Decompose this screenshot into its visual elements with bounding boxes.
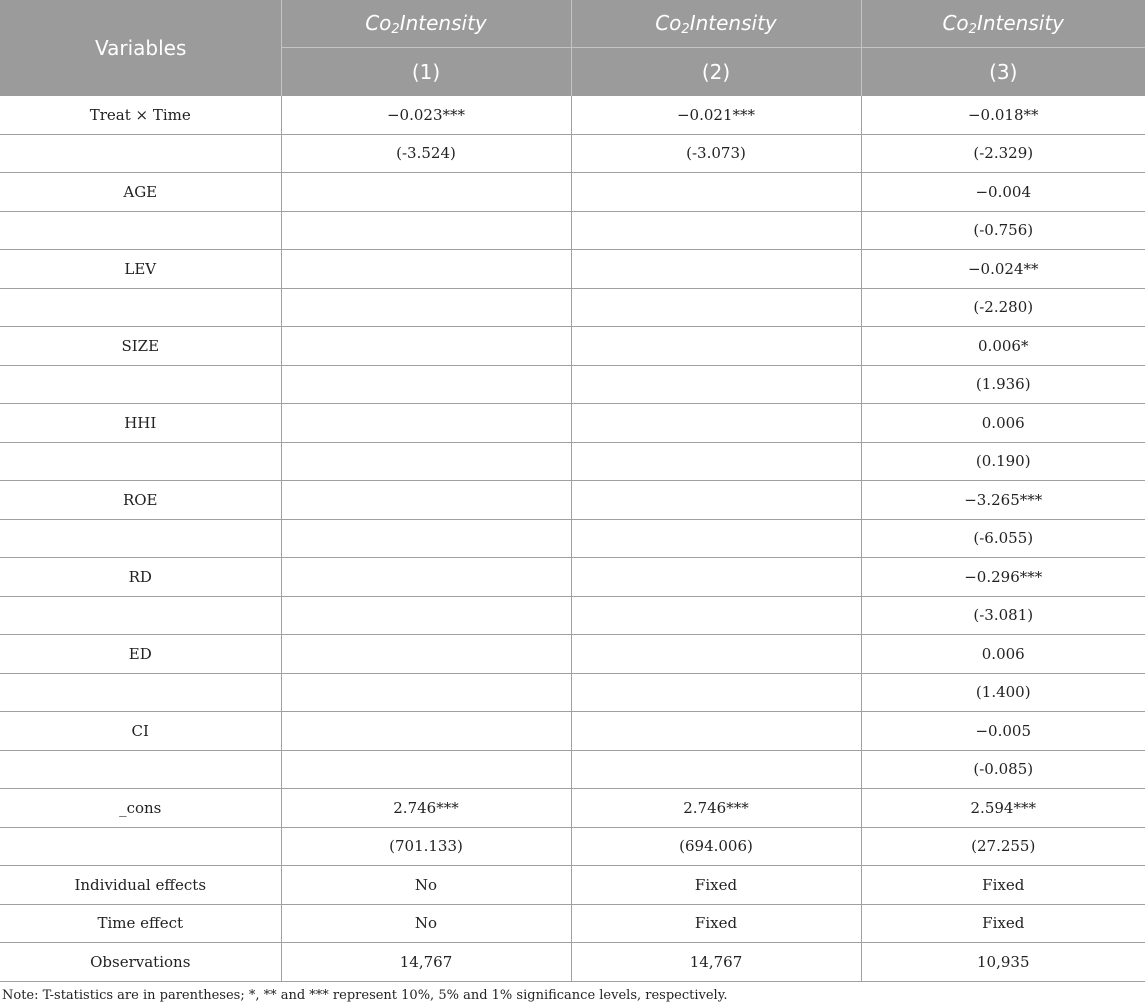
variable-cell: Individual effects — [0, 866, 281, 905]
model-3-cell: −0.024** — [861, 250, 1145, 289]
variable-cell — [0, 827, 281, 866]
model-2-cell: Fixed — [571, 904, 861, 943]
table-row — [0, 365, 1145, 404]
variable-cell: SIZE — [0, 327, 281, 366]
model-1-cell — [281, 211, 571, 250]
model-3-cell: (-2.329) — [861, 134, 1145, 173]
dep-var-main: Co — [942, 10, 969, 35]
table-row — [0, 673, 1145, 712]
model-1-cell — [281, 750, 571, 789]
model-2-cell — [571, 365, 861, 404]
model-1-cell — [281, 250, 571, 289]
dep-var-main: Co — [365, 10, 392, 35]
dep-var-rest: Intensity — [399, 10, 487, 35]
variable-cell: Treat × Time — [0, 96, 281, 134]
table-row — [0, 519, 1145, 558]
variable-cell — [0, 673, 281, 712]
model-1-cell — [281, 288, 571, 327]
model-1-cell: No — [281, 904, 571, 943]
table-row — [0, 442, 1145, 481]
model-1-cell: 14,767 — [281, 943, 571, 982]
model-3-cell: −0.018** — [861, 96, 1145, 134]
column-header-3 — [861, 0, 1145, 48]
model-3-cell: −3.265*** — [861, 481, 1145, 520]
model-1-cell — [281, 519, 571, 558]
dep-var-subscript: 2 — [968, 21, 977, 37]
model-1-cell — [281, 596, 571, 635]
model-number-1: (1) — [281, 48, 571, 97]
variable-cell: HHI — [0, 404, 281, 443]
model-3-cell: −0.004 — [861, 173, 1145, 212]
model-1-cell — [281, 712, 571, 751]
model-3-cell: (-0.756) — [861, 211, 1145, 250]
model-number-2: (2) — [571, 48, 861, 97]
variable-cell — [0, 750, 281, 789]
model-1-cell: −0.023*** — [281, 96, 571, 134]
model-1-cell: No — [281, 866, 571, 905]
table-header — [0, 0, 1145, 96]
dep-var-subscript: 2 — [681, 21, 690, 37]
model-1-cell — [281, 365, 571, 404]
model-1-cell: 2.746*** — [281, 789, 571, 828]
model-1-cell: (-3.524) — [281, 134, 571, 173]
variable-cell — [0, 519, 281, 558]
model-3-cell: (1.936) — [861, 365, 1145, 404]
model-1-cell — [281, 327, 571, 366]
model-2-cell — [571, 327, 861, 366]
model-1-cell: (701.133) — [281, 827, 571, 866]
dep-var-main: Co — [655, 10, 682, 35]
model-3-cell: (-0.085) — [861, 750, 1145, 789]
variable-cell: CI — [0, 712, 281, 751]
variable-cell: _cons — [0, 789, 281, 828]
model-number-3: (3) — [861, 48, 1145, 97]
model-2-cell: 2.746*** — [571, 789, 861, 828]
dep-var-rest: Intensity — [689, 10, 777, 35]
variables-header: Variables — [0, 0, 281, 96]
table-row — [0, 866, 1145, 905]
table-row — [0, 750, 1145, 789]
model-3-cell: 0.006* — [861, 327, 1145, 366]
model-1-cell — [281, 173, 571, 212]
model-2-cell: (-3.073) — [571, 134, 861, 173]
variable-cell: RD — [0, 558, 281, 597]
table-row — [0, 904, 1145, 943]
dep-var-subscript: 2 — [391, 21, 400, 37]
variable-cell: AGE — [0, 173, 281, 212]
model-3-cell: 10,935 — [861, 943, 1145, 982]
model-2-cell: Fixed — [571, 866, 861, 905]
table-row — [0, 250, 1145, 289]
table-row — [0, 327, 1145, 366]
table-row — [0, 596, 1145, 635]
table-row — [0, 173, 1145, 212]
variable-cell: Time effect — [0, 904, 281, 943]
model-2-cell — [571, 211, 861, 250]
table-row — [0, 481, 1145, 520]
model-3-cell: (0.190) — [861, 442, 1145, 481]
variable-cell — [0, 442, 281, 481]
model-3-cell: (27.255) — [861, 827, 1145, 866]
table-row — [0, 827, 1145, 866]
model-2-cell — [571, 596, 861, 635]
model-2-cell: 14,767 — [571, 943, 861, 982]
model-3-cell: −0.296*** — [861, 558, 1145, 597]
variable-cell: LEV — [0, 250, 281, 289]
model-2-cell — [571, 635, 861, 674]
table-row — [0, 558, 1145, 597]
model-2-cell — [571, 673, 861, 712]
model-3-cell: −0.005 — [861, 712, 1145, 751]
model-3-cell: (-3.081) — [861, 596, 1145, 635]
table-row — [0, 96, 1145, 134]
column-header-2 — [571, 0, 861, 48]
model-3-cell: 2.594*** — [861, 789, 1145, 828]
dep-var-rest: Intensity — [976, 10, 1065, 35]
model-1-cell — [281, 558, 571, 597]
model-2-cell — [571, 250, 861, 289]
table-row — [0, 404, 1145, 443]
model-1-cell — [281, 481, 571, 520]
model-2-cell — [571, 481, 861, 520]
model-1-cell — [281, 635, 571, 674]
model-1-cell — [281, 442, 571, 481]
model-2-cell — [571, 404, 861, 443]
model-1-cell — [281, 404, 571, 443]
model-3-cell: (1.400) — [861, 673, 1145, 712]
table-row — [0, 712, 1145, 751]
model-2-cell — [571, 519, 861, 558]
model-2-cell — [571, 558, 861, 597]
variable-cell: Observations — [0, 943, 281, 982]
model-2-cell: −0.021*** — [571, 96, 861, 134]
variable-cell — [0, 134, 281, 173]
variable-cell — [0, 288, 281, 327]
model-1-cell — [281, 673, 571, 712]
variable-cell — [0, 365, 281, 404]
table-note: Note: T-statistics are in parentheses; *, ** and *** represent 10%, 5% and 1% significance levels, respectively. — [2, 988, 728, 1003]
model-2-cell — [571, 442, 861, 481]
variable-cell: ROE — [0, 481, 281, 520]
model-2-cell — [571, 173, 861, 212]
table-body — [0, 96, 1145, 981]
model-3-cell: (-6.055) — [861, 519, 1145, 558]
model-3-cell: Fixed — [861, 904, 1145, 943]
model-3-cell: 0.006 — [861, 635, 1145, 674]
model-3-cell: 0.006 — [861, 404, 1145, 443]
variable-cell — [0, 596, 281, 635]
table-row — [0, 211, 1145, 250]
table-row — [0, 635, 1145, 674]
model-2-cell: (694.006) — [571, 827, 861, 866]
table-row — [0, 288, 1145, 327]
column-header-1 — [281, 0, 571, 48]
variable-cell — [0, 211, 281, 250]
model-3-cell: Fixed — [861, 866, 1145, 905]
model-2-cell — [571, 750, 861, 789]
variable-cell: ED — [0, 635, 281, 674]
table-row — [0, 943, 1145, 982]
model-2-cell — [571, 712, 861, 751]
model-2-cell — [571, 288, 861, 327]
table-row — [0, 134, 1145, 173]
table-row — [0, 789, 1145, 828]
model-3-cell: (-2.280) — [861, 288, 1145, 327]
